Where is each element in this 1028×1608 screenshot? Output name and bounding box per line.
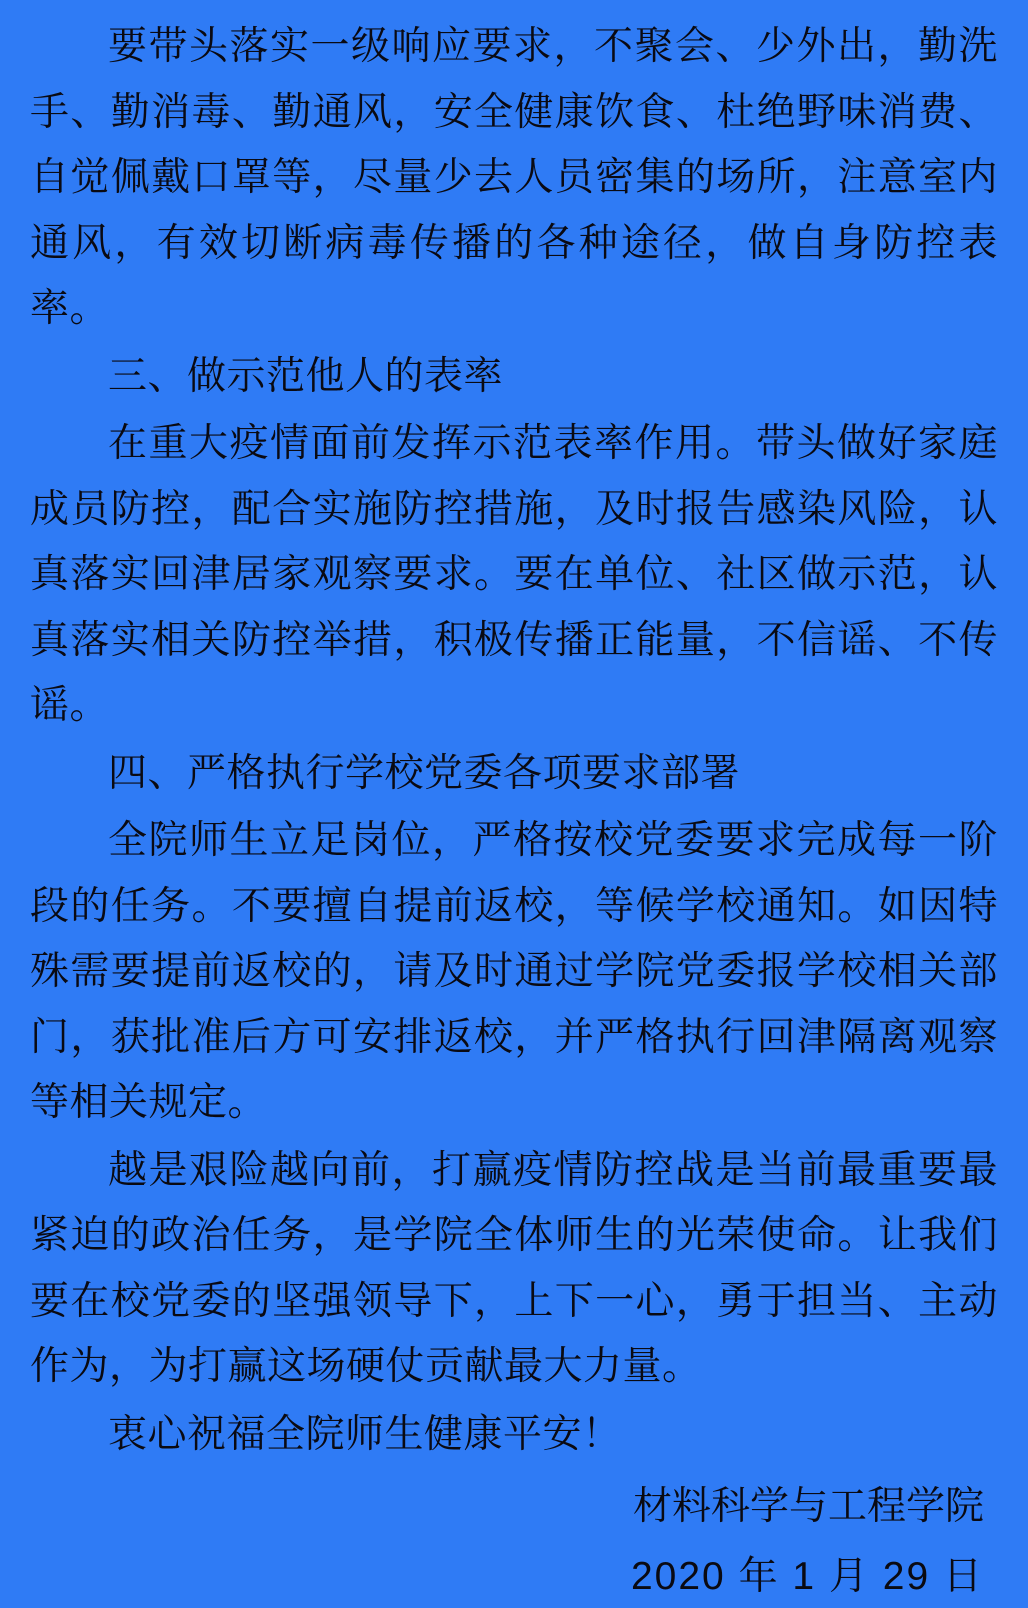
paragraph: 全院师生立足岗位，严格按校党委要求完成每一阶段的任务。不要擅自提前返校，等候学校通知。如因特殊需要提前返校的，请及时通过学院党委报学校相关部门，获批准后方可安排返校，并严格执行回津隔离观察等相关规定。 [30,819,998,1125]
signature-date: 2020 年 1 月 29 日 [630,1554,984,1598]
closing-paragraph: 衷心祝福全院师生健康平安！ [108,1412,622,1456]
paragraph: 越是艰险越向前，打赢疫情防控战是当前最重要最紧迫的政治任务，是学院全体师生的光荣使命。让我们要在校党委的坚强领导下，上下一心，勇于担当、主动作为，为打赢这场硬仗贡献最大力量。 [30,1148,998,1389]
paragraph: 要带头落实一级响应要求，不聚会、少外出，勤洗手、勤消毒、勤通风，安全健康饮食、杜绝野味消费、自觉佩戴口罩等，尽量少去人员密集的场所，注意室内通风，有效切断病毒传播的各种途径，做自身防控表率。 [30,25,998,331]
paragraph: 在重大疫情面前发挥示范表率作用。带头做好家庭成员防控，配合实施防控措施，及时报告感染风险，认真落实回津居家观察要求。要在单位、社区做示范，认真落实相关防控举措，积极传播正能量，不信谣、不传谣。 [30,422,998,728]
signature-organization: 材料科学与工程学院 [632,1485,984,1529]
section-heading: 三、做示范他人的表率 [108,354,504,398]
section-heading: 四、严格执行学校党委各项要求部署 [108,751,741,795]
signature-block [30,1475,998,1607]
document-body [30,14,998,1469]
